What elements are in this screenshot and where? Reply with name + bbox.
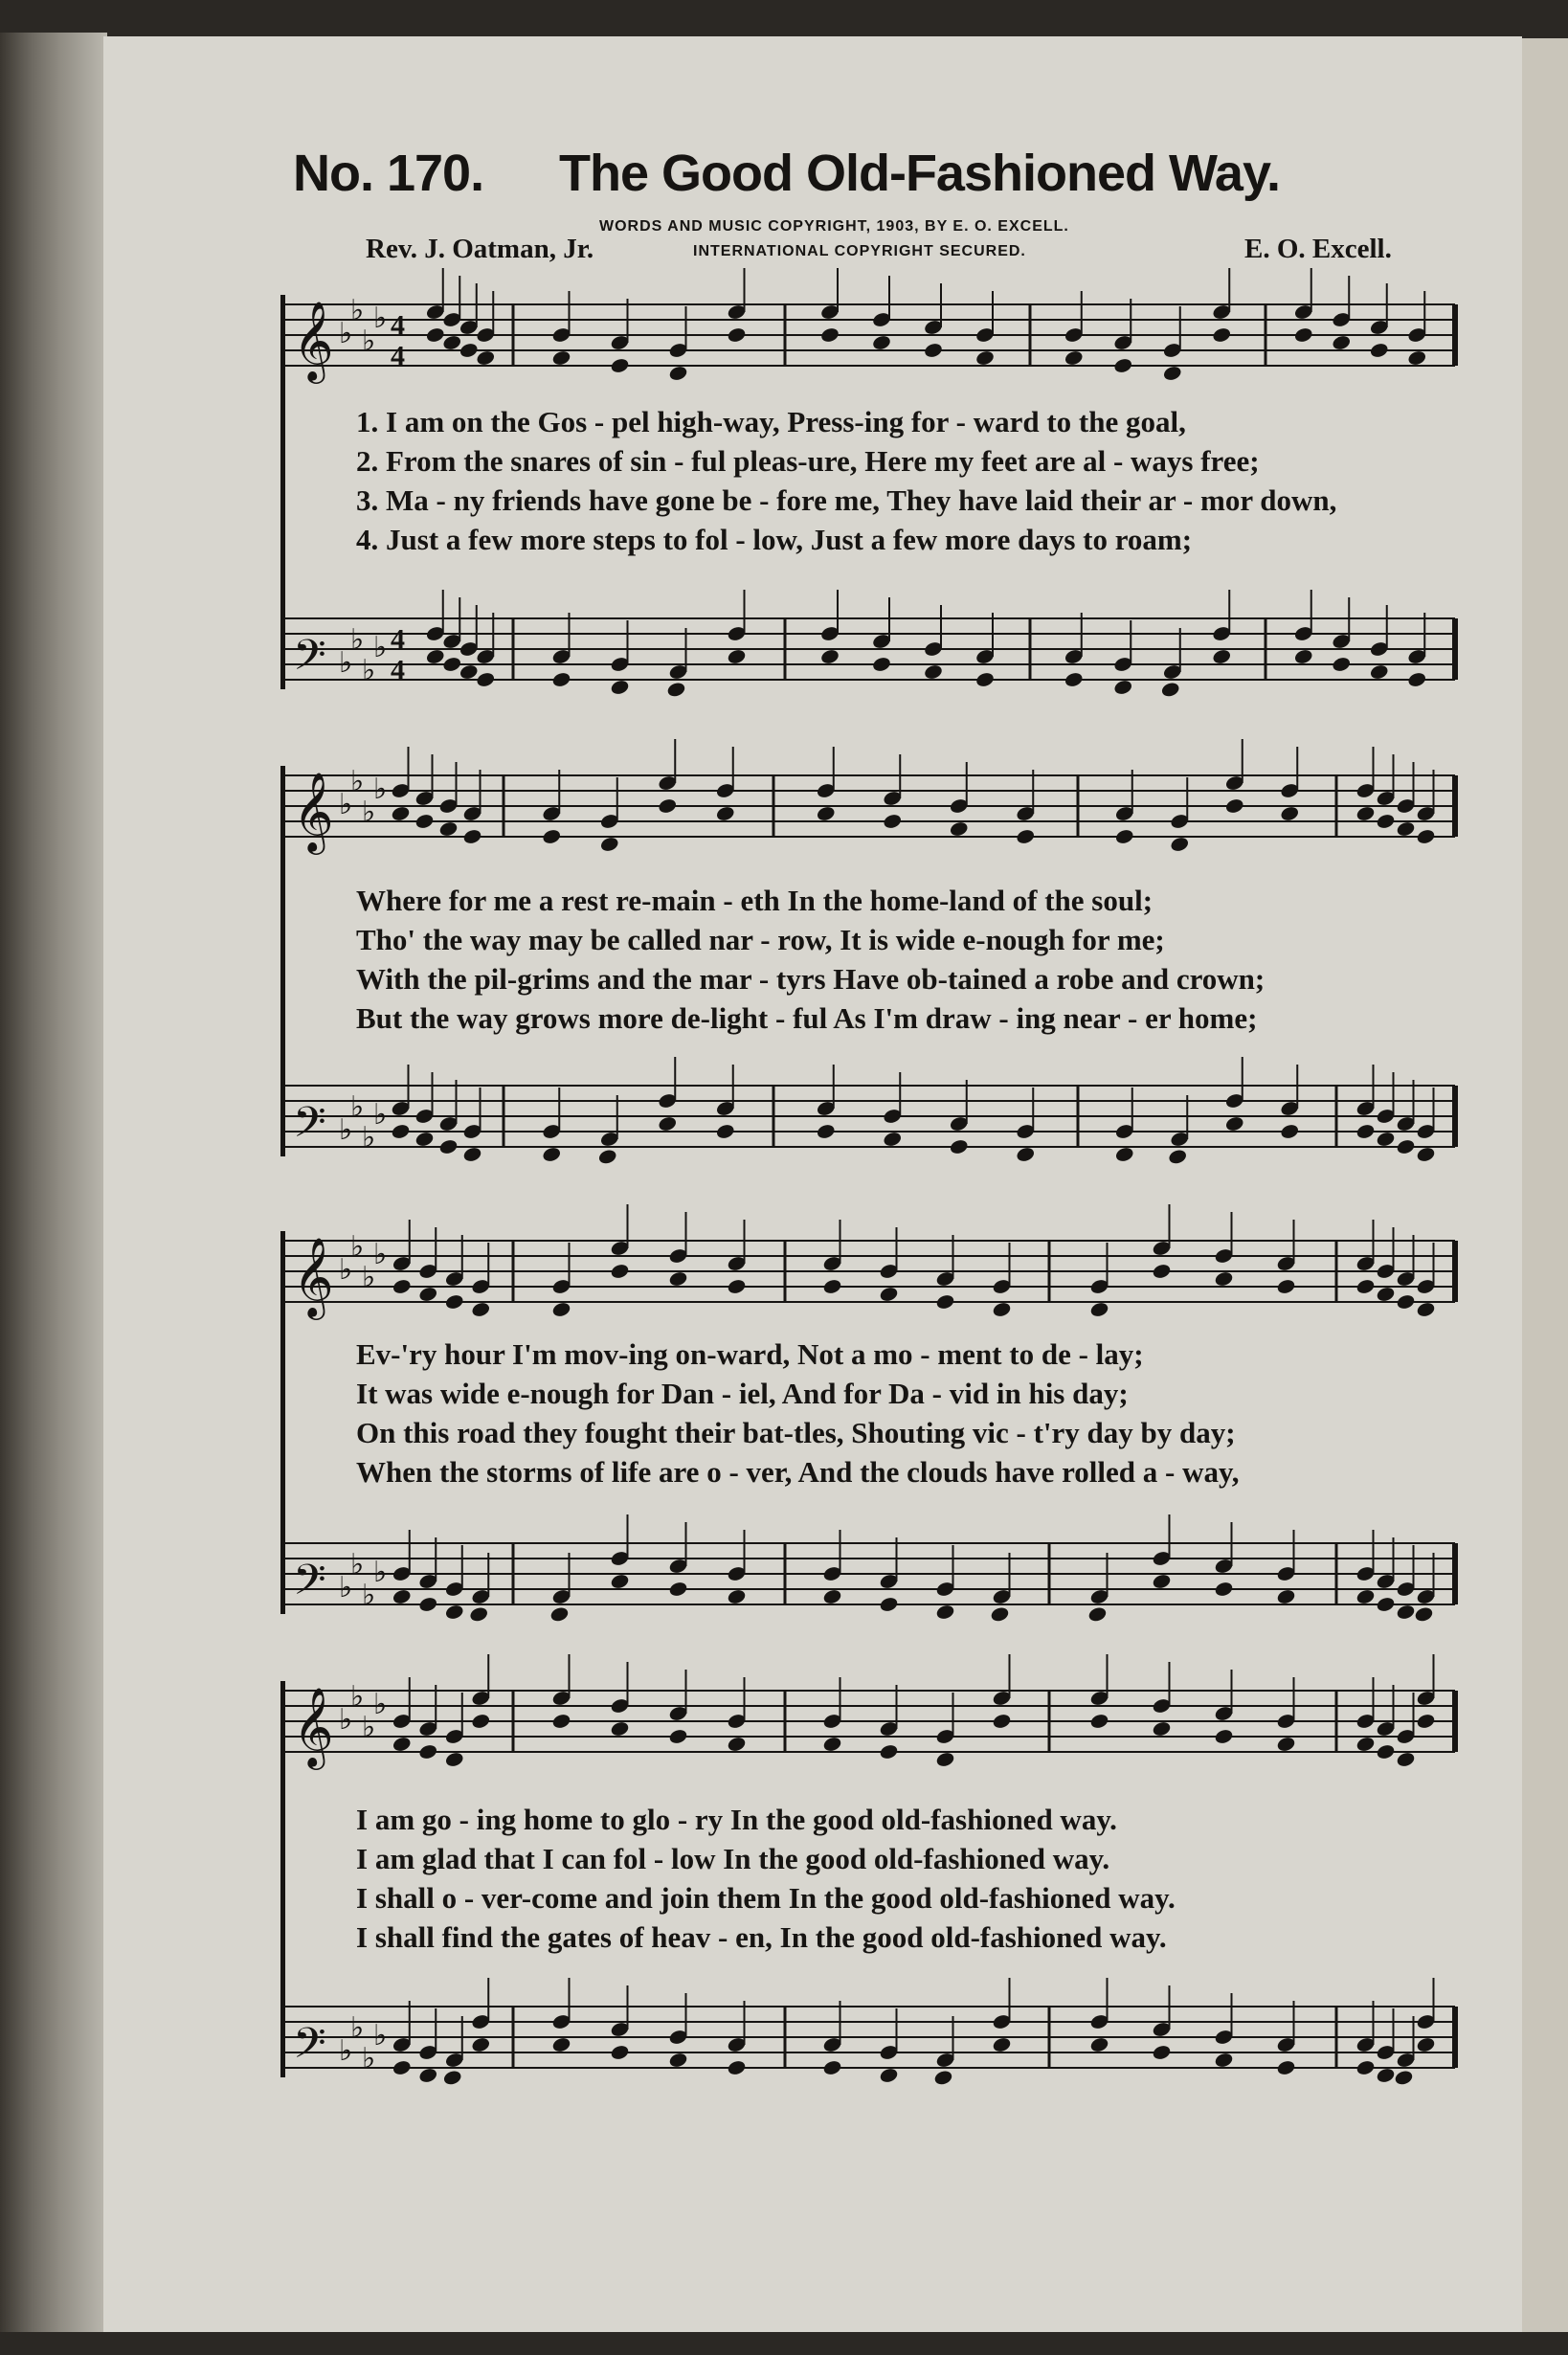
note-head (822, 1588, 842, 1605)
treble-staff (283, 765, 1455, 851)
note-head (1376, 1131, 1396, 1148)
note-head (418, 1596, 438, 1613)
note-head (658, 1115, 678, 1133)
treble-staff (283, 1230, 1455, 1316)
note-head (992, 1713, 1012, 1730)
note-head (822, 2059, 842, 2076)
flat-sign-icon: ♭ (339, 317, 353, 350)
note-head (1113, 357, 1133, 374)
lyrics-block (356, 881, 1436, 1038)
note-head (727, 326, 747, 344)
note-head (1089, 1713, 1109, 1730)
note-head (1276, 1278, 1296, 1295)
note-head (425, 326, 445, 344)
lyric-line: Ev-'ry hour I'm mov-ing on-ward, Not a mo - ment to de - lay; (356, 1337, 1144, 1371)
bass-staff (283, 1534, 1455, 1614)
note-head (819, 648, 840, 665)
note-head (1152, 2044, 1172, 2061)
flat-sign-icon: ♭ (373, 631, 388, 664)
note-head (1369, 663, 1389, 681)
note-head (1407, 671, 1427, 688)
note-head (1416, 2036, 1436, 2053)
flat-sign-icon: ♭ (350, 294, 365, 327)
bass-clef-icon: 𝄢 (293, 1555, 326, 1615)
note-head (1332, 334, 1352, 351)
flat-sign-icon: ♭ (339, 788, 353, 821)
note-head (1152, 1720, 1172, 1738)
flat-sign-icon: ♭ (350, 765, 365, 798)
note-head (551, 2036, 571, 2053)
note-head (727, 1588, 747, 1605)
note-head (462, 828, 482, 845)
note-head (425, 648, 445, 665)
treble-clef-icon: 𝄞 (293, 1686, 334, 1766)
flat-sign-icon: ♭ (373, 1098, 388, 1132)
note-head (727, 1736, 747, 1753)
note-head (992, 2036, 1012, 2053)
hymn-page (103, 36, 1522, 2332)
flat-sign-icon: ♭ (362, 2042, 376, 2075)
note-head (1089, 2036, 1109, 2053)
lyric-line: I shall find the gates of heav - en, In the good old-fashioned way. (356, 1920, 1167, 1954)
note-head (1224, 1115, 1244, 1133)
bass-clef-icon: 𝄢 (293, 1097, 326, 1157)
note-head (418, 1743, 438, 1761)
note-head (822, 1278, 842, 1295)
treble-clef-icon: 𝄞 (293, 771, 334, 851)
note-head (1396, 1293, 1416, 1311)
note-head (1214, 1728, 1234, 1745)
flat-sign-icon: ♭ (362, 325, 376, 358)
note-head (610, 357, 630, 374)
note-head (442, 656, 462, 673)
system-brace (280, 1231, 285, 1614)
note-head (1276, 1588, 1296, 1605)
note-head (871, 334, 891, 351)
bass-clef-icon: 𝄢 (293, 630, 326, 690)
note-head (816, 1123, 836, 1140)
flat-sign-icon: ♭ (362, 796, 376, 829)
note-head (668, 1581, 688, 1598)
note-head (438, 1138, 459, 1155)
note-head (610, 1573, 630, 1590)
note-head (1355, 2059, 1376, 2076)
note-head (1293, 326, 1313, 344)
time-signature-top: 4 (391, 623, 405, 656)
note-head (949, 820, 969, 838)
note-head (1293, 648, 1313, 665)
note-head (1276, 1736, 1296, 1753)
note-head (392, 2059, 412, 2076)
flat-sign-icon: ♭ (350, 1090, 365, 1124)
note-head (879, 1596, 899, 1613)
flat-sign-icon: ♭ (339, 1571, 353, 1604)
note-head (668, 1270, 688, 1288)
note-head (923, 663, 943, 681)
note-head (1212, 648, 1232, 665)
lyric-line: Tho' the way may be called nar - row, It is wide e-nough for me; (356, 923, 1165, 956)
note-head (1376, 813, 1396, 830)
note-head (1224, 797, 1244, 815)
note-head (1355, 1278, 1376, 1295)
lyric-line: 1. I am on the Gos - pel high-way, Press-ing for - ward to the goal, (356, 405, 1186, 438)
note-head (1416, 828, 1436, 845)
note-head (610, 1263, 630, 1280)
note-head (476, 349, 496, 367)
note-head (816, 805, 836, 822)
note-head (1396, 1138, 1416, 1155)
bass-staff (283, 1076, 1455, 1156)
note-head (444, 1293, 464, 1311)
lyric-line: 4. Just a few more steps to fol - low, Just a few more days to roam; (356, 523, 1193, 556)
note-head (391, 1123, 411, 1140)
note-head (727, 2059, 747, 2076)
flat-sign-icon: ♭ (362, 1579, 376, 1612)
note-head (668, 2052, 688, 2069)
note-head (438, 820, 459, 838)
note-head (392, 1588, 412, 1605)
note-head (392, 1736, 412, 1753)
note-head (414, 813, 435, 830)
note-head (883, 1131, 903, 1148)
flat-sign-icon: ♭ (362, 1711, 376, 1744)
flat-sign-icon: ♭ (373, 2019, 388, 2052)
note-head (949, 1138, 969, 1155)
note-head (1064, 671, 1084, 688)
note-head (935, 1293, 955, 1311)
copyright-line-2: INTERNATIONAL COPYRIGHT SECURED. (693, 243, 1026, 259)
note-head (392, 1278, 412, 1295)
lyric-line: I am glad that I can fol - low In the good old-fashioned way. (356, 1842, 1110, 1875)
flat-sign-icon: ♭ (362, 1261, 376, 1294)
note-head (610, 1720, 630, 1738)
note-head (923, 342, 943, 359)
note-head (1396, 820, 1416, 838)
note-head (1152, 1573, 1172, 1590)
flat-sign-icon: ♭ (373, 773, 388, 806)
note-head (1016, 828, 1036, 845)
system-brace (280, 766, 285, 1156)
note-head (1332, 656, 1352, 673)
note-head (551, 671, 571, 688)
hymn-title: The Good Old-Fashioned Way. (559, 145, 1280, 202)
note-head (471, 2036, 491, 2053)
lyric-line: 2. From the snares of sin - ful pleas-ure, Here my feet are al - ways free; (356, 444, 1260, 478)
page-edge-stack (0, 33, 107, 2332)
note-head (1214, 1270, 1234, 1288)
note-head (551, 349, 571, 367)
flat-sign-icon: ♭ (373, 1688, 388, 1721)
note-head (879, 1286, 899, 1303)
flat-sign-icon: ♭ (373, 1238, 388, 1271)
note-head (1355, 805, 1376, 822)
note-head (727, 648, 747, 665)
flat-sign-icon: ♭ (339, 2034, 353, 2068)
treble-staff (283, 1680, 1455, 1766)
note-head (1280, 1123, 1300, 1140)
lyrics-block (356, 402, 1436, 559)
lyric-line: With the pil-grims and the mar - tyrs Have ob-tained a robe and crown; (356, 962, 1266, 996)
flat-sign-icon: ♭ (362, 1121, 376, 1155)
note-head (1355, 1736, 1376, 1753)
note-head (715, 805, 735, 822)
note-head (1276, 2059, 1296, 2076)
flat-sign-icon: ♭ (339, 1253, 353, 1287)
note-head (1280, 805, 1300, 822)
flat-sign-icon: ♭ (373, 302, 388, 335)
note-head (974, 349, 995, 367)
lyric-line: But the way grows more de-light - ful As I'm draw - ing near - er home; (356, 1001, 1258, 1035)
lyric-line: 3. Ma - ny friends have gone be - fore me, They have laid their ar - mor down, (356, 483, 1337, 517)
flat-sign-icon: ♭ (373, 1556, 388, 1589)
note-head (883, 813, 903, 830)
note-head (610, 2044, 630, 2061)
note-head (819, 326, 840, 344)
facing-page-edge (1522, 38, 1568, 2332)
note-head (1114, 828, 1134, 845)
system-brace (280, 295, 285, 689)
flat-sign-icon: ♭ (339, 646, 353, 680)
bass-staff (283, 1997, 1455, 2077)
lyrics-block (356, 1800, 1436, 1957)
copyright-line-1: WORDS AND MUSIC COPYRIGHT, 1903, BY E. O. EXCELL. (599, 218, 1069, 235)
note-head (871, 656, 891, 673)
note-head (1376, 1743, 1396, 1761)
note-head (459, 663, 479, 681)
flat-sign-icon: ♭ (350, 623, 365, 657)
note-head (1369, 342, 1389, 359)
flat-sign-icon: ♭ (350, 2011, 365, 2045)
lyric-line: When the storms of life are o - ver, And the clouds have rolled a - way, (356, 1455, 1240, 1489)
note-head (542, 828, 562, 845)
treble-staff (283, 294, 1455, 380)
flat-sign-icon: ♭ (350, 1680, 365, 1714)
note-head (1355, 1123, 1376, 1140)
bass-clef-icon: 𝄢 (293, 2018, 326, 2078)
composer-credit: E. O. Excell. (1244, 234, 1392, 264)
note-head (1214, 1581, 1234, 1598)
flat-sign-icon: ♭ (339, 1703, 353, 1737)
note-head (879, 1743, 899, 1761)
note-head (414, 1131, 435, 1148)
note-head (1376, 1596, 1396, 1613)
treble-clef-icon: 𝄞 (293, 1236, 334, 1316)
note-head (442, 334, 462, 351)
note-head (551, 1713, 571, 1730)
note-head (668, 1728, 688, 1745)
lyric-line: It was wide e-nough for Dan - iel, And for Da - vid in his day; (356, 1377, 1129, 1410)
note-head (974, 671, 995, 688)
lyric-line: I am go - ing home to glo - ry In the good old-fashioned way. (356, 1803, 1117, 1836)
treble-clef-icon: 𝄞 (293, 300, 334, 380)
note-head (471, 1713, 491, 1730)
flat-sign-icon: ♭ (362, 654, 376, 687)
note-head (1212, 326, 1232, 344)
note-head (715, 1123, 735, 1140)
flat-sign-icon: ♭ (350, 1548, 365, 1581)
note-head (658, 797, 678, 815)
hymn-number: No. 170. (293, 145, 484, 202)
note-head (418, 1286, 438, 1303)
bass-staff (283, 609, 1455, 689)
note-head (391, 805, 411, 822)
note-head (1376, 1286, 1396, 1303)
time-signature-top: 4 (391, 309, 405, 342)
note-head (1152, 1263, 1172, 1280)
note-head (727, 1278, 747, 1295)
lyric-line: On this road they fought their bat-tles, Shouting vic - t'ry day by day; (356, 1416, 1236, 1449)
lyric-line: I shall o - ver-come and join them In the good old-fashioned way. (356, 1881, 1176, 1915)
note-head (1407, 349, 1427, 367)
note-head (1355, 1588, 1376, 1605)
flat-sign-icon: ♭ (350, 1230, 365, 1264)
lyrics-block (356, 1334, 1436, 1492)
note-head (476, 671, 496, 688)
time-signature-bottom: 4 (391, 340, 405, 372)
lyric-line: Where for me a rest re-main - eth In the home-land of the soul; (356, 884, 1154, 917)
note-head (459, 342, 479, 359)
system-brace (280, 1681, 285, 2077)
time-signature-bottom: 4 (391, 654, 405, 686)
flat-sign-icon: ♭ (339, 1113, 353, 1147)
note-head (822, 1736, 842, 1753)
note-head (1416, 1713, 1436, 1730)
lyricist-credit: Rev. J. Oatman, Jr. (366, 234, 594, 264)
note-head (1064, 349, 1084, 367)
note-head (1214, 2052, 1234, 2069)
